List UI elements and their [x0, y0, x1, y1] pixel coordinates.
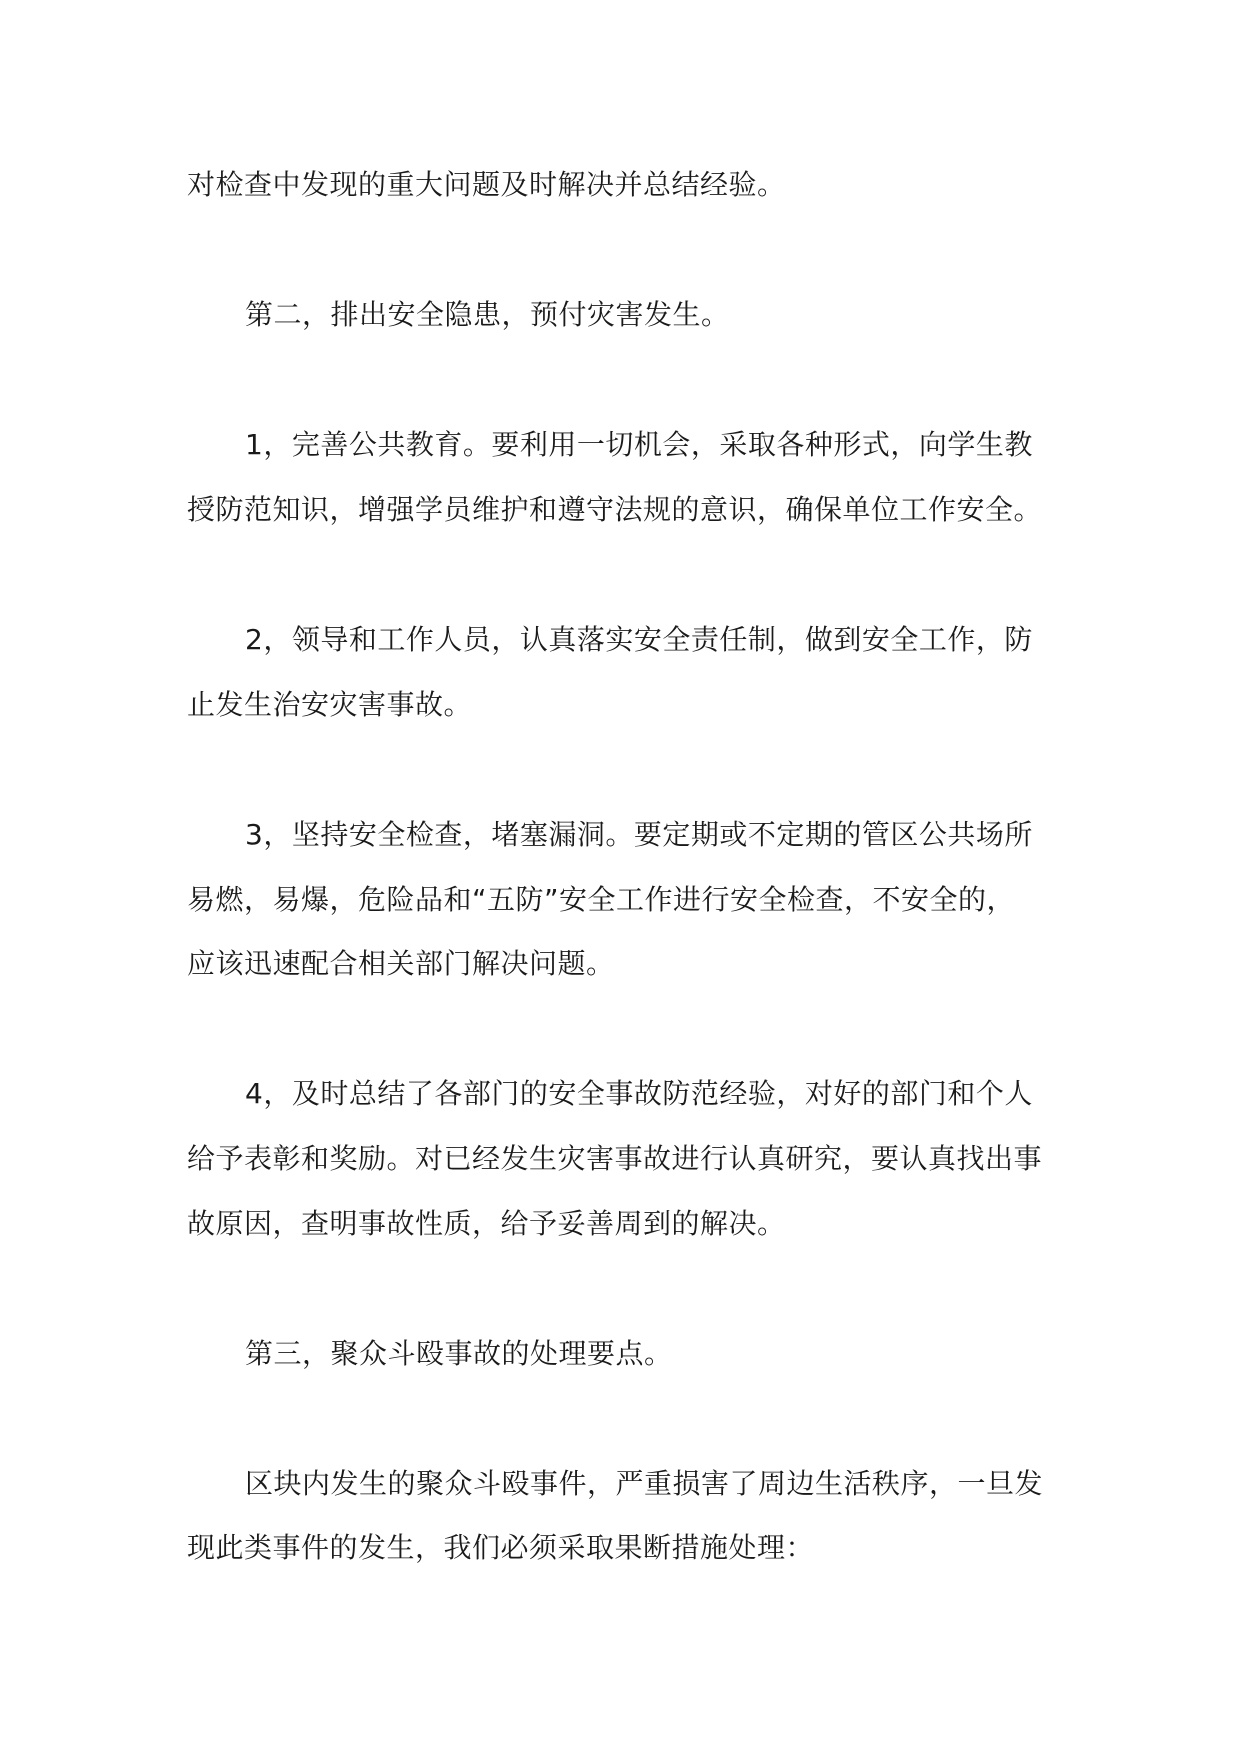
paragraph-line: 1，完善公共教育。要利用一切机会，采取各种形式，向学生教: [245, 428, 1033, 461]
paragraph-line: 故原因，查明事故性质，给予妥善周到的解决。: [187, 1207, 786, 1240]
section-heading: 第二，排出安全隐患，预付灾害发生。: [245, 298, 730, 331]
paragraph-line: 区块内发生的聚众斗殴事件，严重损害了周边生活秩序，一旦发: [245, 1467, 1044, 1500]
paragraph-line: 4，及时总结了各部门的安全事故防范经验，对好的部门和个人: [245, 1077, 1033, 1110]
paragraph-line: 现此类事件的发生，我们必须采取果断措施处理：: [187, 1531, 815, 1564]
section-heading: 第三，聚众斗殴事故的处理要点。: [245, 1337, 673, 1370]
paragraph-line: 应该迅速配合相关部门解决问题。: [187, 947, 615, 980]
paragraph-line: 给予表彰和奖励。对已经发生灾害事故进行认真研究，要认真找出事: [187, 1142, 1043, 1175]
paragraph-line: 易燃，易爆，危险品和“五防”安全工作进行安全检查，不安全的，: [187, 883, 1016, 916]
paragraph-line: 授防范知识，增强学员维护和遵守法规的意识，确保单位工作安全。: [187, 493, 1043, 526]
paragraph-line: 3，坚持安全检查，堵塞漏洞。要定期或不定期的管区公共场所: [245, 818, 1033, 851]
paragraph-line: 止发生治安灾害事故。: [187, 688, 473, 721]
paragraph-line: 2，领导和工作人员，认真落实安全责任制，做到安全工作，防: [245, 623, 1033, 656]
paragraph-line: 对检查中发现的重大问题及时解决并总结经验。: [187, 168, 786, 201]
